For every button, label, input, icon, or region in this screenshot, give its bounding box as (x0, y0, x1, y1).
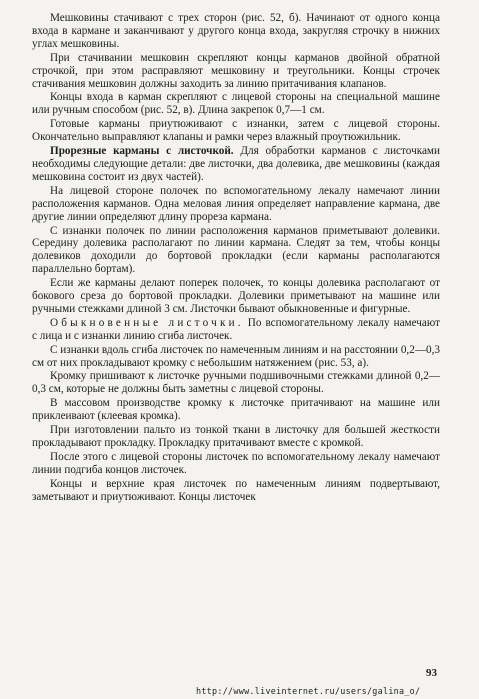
paragraph: Концы и верхние края листочек по намеченным линиям подвертывают, заметывают и приутюживают. Концы листочек (32, 477, 440, 503)
paragraph: С изнанки вдоль сгиба листочек по намеченным линиям и на расстоянии 0,2—0,3 см от них прокладывают кромку с небольшим натяжением (рис. 53, а). (32, 343, 440, 369)
watermark-url: http://www.liveinternet.ru/users/galina_o/ (196, 686, 421, 696)
paragraph: Мешковины стачивают с трех сторон (рис. 52, б). Начинают от одного конца входа в кармане и заканчивают у другого конца входа, закругляя строчку в нижних углах мешковины. (32, 12, 440, 50)
paragraph: В массовом производстве кромку к листочке притачивают на машине или приклеивают (клеевая кромка). (32, 397, 440, 423)
paragraph: Готовые карманы приутюживают с изнанки, затем с лицевой стороны. Окончательно выправляют клапаны и рамки через влажный проутюжильник. (32, 118, 440, 144)
paragraph: На лицевой стороне полочек по вспомогательному лекалу намечают линии расположения карманов. Одна меловая линия определяет направление кармана, две другие линии определяют длину прореза кармана. (32, 184, 440, 223)
paragraph: Обыкновенные листочки. По вспомогательному лекалу намечают с лица и с изнанки линию сгиба листочек. (32, 316, 440, 342)
subsection-heading: Обыкновенные листочки. (50, 316, 244, 329)
page-number: 93 (426, 667, 437, 679)
section-heading: Прорезные карманы с листочкой. (50, 145, 234, 158)
paragraph: С изнанки полочек по линии расположения карманов приметывают долевики. Середину долевика располагают по линии кармана. Следят за тем, чтобы концы долевиков доходили до бортовой прокладки (если карманы располагаются параллельно бортам). (32, 224, 440, 276)
paragraph: Кромку пришивают к листочке ручными подшивочными стежками длиной 0,2—0,3 см, которые не должны быть заметны с лицевой стороны. (32, 370, 440, 396)
page-body (32, 12, 440, 505)
paragraph: При стачивании мешковин скрепляют концы карманов двойной обратной строчкой, при этом расправляют мешковину и треугольники. Концы строчек стачивания мешковин должны заходить за линию притачивания клапанов. (32, 51, 440, 90)
paragraph: При изготовлении пальто из тонкой ткани в листочку для большей жесткости прокладывают прокладку. Прокладку притачивают вместе с кромкой. (32, 424, 440, 449)
paragraph: Если же карманы делают поперек полочек, то концы долевика располагают от бокового среза до бортовой прокладки. Долевики приметывают на машине или ручными стежками длиной 3 см. Листочки бывают обыкновенные и фигурные. (32, 277, 440, 315)
paragraph: Концы входа в карман скрепляют с лицевой стороны на специальной машине или ручным способом (рис. 52, в). Длина закрепок 0,7—1 см. (32, 91, 440, 117)
paragraph: Прорезные карманы с листочкой. Для обработки карманов с листочками необходимы следующие детали: две листочки, два долевика, две мешковины (каждая мешковина состоит из двух частей). (32, 145, 440, 183)
paragraph: После этого с лицевой стороны листочек по вспомогательному лекалу намечают линии подгиба концов листочек. (32, 450, 440, 476)
